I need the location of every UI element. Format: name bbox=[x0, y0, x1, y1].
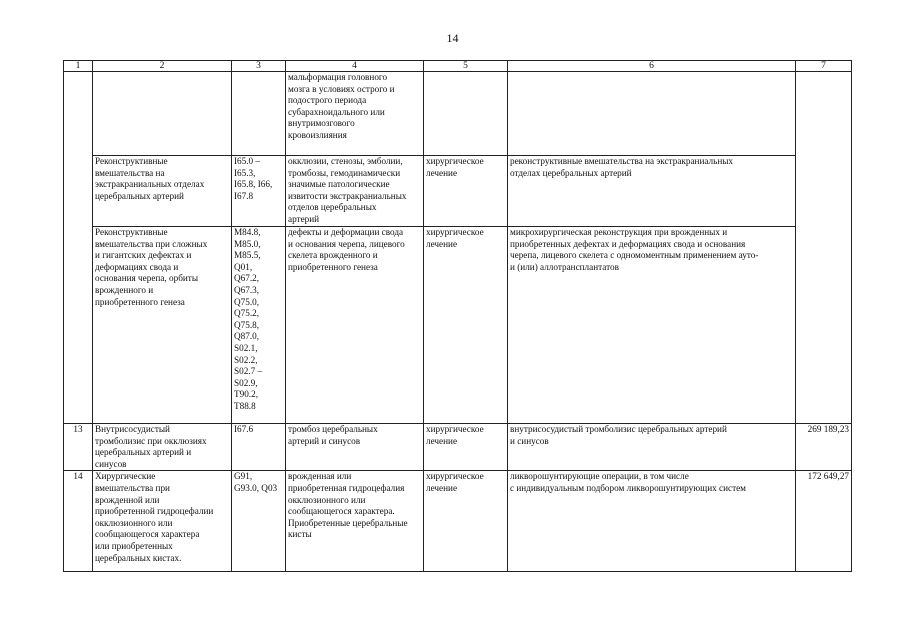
cell-method bbox=[508, 72, 796, 156]
cell-diagnosis: тромбоз церебральных артерий и синусов bbox=[286, 424, 424, 471]
cell-number bbox=[64, 227, 93, 424]
header-row bbox=[64, 61, 852, 72]
cell-codes: I67.6 bbox=[232, 424, 286, 471]
cell-treatment: хирургическое лечение bbox=[424, 424, 508, 471]
column-header-7: 7 bbox=[796, 61, 852, 72]
cell-cost: 269 189,23 bbox=[796, 424, 852, 471]
cell-number bbox=[64, 156, 93, 227]
cell-name: Реконструктивные вмешательства при сложных и гигантских дефектах и деформациях свода и основания черепа, орбиты врожденного и приобретенного генеза bbox=[93, 227, 232, 424]
cell-treatment: хирургическое лечение bbox=[424, 227, 508, 424]
table-row bbox=[64, 471, 852, 572]
page-number: 14 bbox=[446, 31, 459, 45]
cell-number: 13 bbox=[64, 424, 93, 471]
cell-treatment: хирургическое лечение bbox=[424, 156, 508, 227]
cell-diagnosis: дефекты и деформации свода и основания черепа, лицевого скелета врожденного и приобретенного генеза bbox=[286, 227, 424, 424]
column-header-5: 5 bbox=[424, 61, 508, 72]
cell-method: микрохирургическая реконструкция при врожденных и приобретенных дефектах и деформациях свода и основания черепа, лицевого скелета с одномоментным применением ауто- и (или) аллотрансплантатов bbox=[508, 227, 796, 424]
cell-name: Реконструктивные вмешательства на экстракраниальных отделах церебральных артерий bbox=[93, 156, 232, 227]
cell-codes: M84.8, M85.0, M85.5, Q01, Q67.2, Q67.3, Q75.0, Q75.2, Q75.8, Q87.0, S02.1, S02.2, S02.7 – S02.9, T90.2, T88.8 bbox=[232, 227, 286, 424]
cell-cost: 172 649,27 bbox=[796, 471, 852, 572]
cell-codes: I65.0 – I65.3, I65.8, I66, I67.8 bbox=[232, 156, 286, 227]
cell-codes bbox=[232, 72, 286, 156]
column-header-4: 4 bbox=[286, 61, 424, 72]
cell-number: 14 bbox=[64, 471, 93, 572]
cell-cost bbox=[796, 72, 852, 156]
column-header-3: 3 bbox=[232, 61, 286, 72]
column-header-2: 2 bbox=[93, 61, 232, 72]
column-header-1: 1 bbox=[64, 61, 93, 72]
cell-diagnosis: окклюзии, стенозы, эмболии, тромбозы, гемодинамически значимые патологические извитости экстракраниальных отделов церебральных артерий bbox=[286, 156, 424, 227]
table-row bbox=[64, 424, 852, 471]
cell-cost bbox=[796, 227, 852, 424]
cell-method: реконструктивные вмешательства на экстракраниальных отделах церебральных артерий bbox=[508, 156, 796, 227]
cell-number bbox=[64, 72, 93, 156]
medical-services-table bbox=[63, 60, 852, 572]
cell-treatment bbox=[424, 72, 508, 156]
cell-cost bbox=[796, 156, 852, 227]
cell-method: ликворошунтирующие операции, в том числе с индивидуальным подбором ликворошунтирующих систем bbox=[508, 471, 796, 572]
cell-codes: G91, G93.0, Q03 bbox=[232, 471, 286, 572]
cell-name bbox=[93, 72, 232, 156]
cell-diagnosis: мальформация головного мозга в условиях острого и подострого периода субарахноидального или внутримозгового кровоизлияния bbox=[286, 72, 424, 156]
table-row bbox=[64, 156, 852, 227]
table-row bbox=[64, 227, 852, 424]
cell-treatment: хирургическое лечение bbox=[424, 471, 508, 572]
cell-diagnosis: врожденная или приобретенная гидроцефалия окклюзионного или сообщающегося характера. Приобретенные церебральные кисты bbox=[286, 471, 424, 572]
cell-method: внутрисосудистый тромболизис церебральных артерий и синусов bbox=[508, 424, 796, 471]
table-row-continuation bbox=[64, 72, 852, 156]
column-header-6: 6 bbox=[508, 61, 796, 72]
cell-name: Внутрисосудистый тромболизис при окклюзиях церебральных артерий и синусов bbox=[93, 424, 232, 471]
cell-name: Хирургические вмешательства при врожденной или приобретенной гидроцефалии окклюзионного или сообщающегося характера или приобретенных церебральных кистах. bbox=[93, 471, 232, 572]
